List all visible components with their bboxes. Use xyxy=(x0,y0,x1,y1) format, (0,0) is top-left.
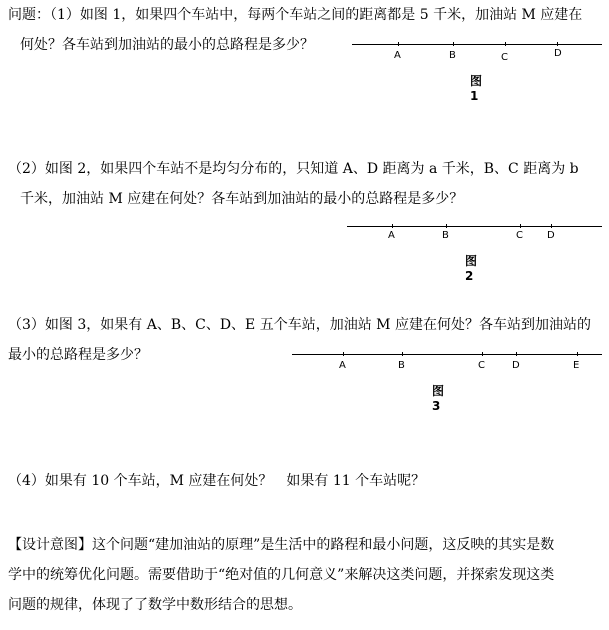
figure-3-line xyxy=(292,354,602,355)
figure-1-label-a: A xyxy=(394,50,401,61)
design-intent-line1: 【设计意图】这个问题“建加油站的原理”是生活中的路程和最小问题，这反映的其实是数 xyxy=(8,537,555,553)
design-intent-line3: 问题的规律，体现了了数学中数形结合的思想。 xyxy=(8,597,302,613)
design-intent-line2: 学中的统筹优化问题。需要借助于“绝对值的几何意义”来解决这类问题，并探索发现这类 xyxy=(8,567,555,583)
figure-3-tick-c xyxy=(482,352,483,356)
figure-1-tick-a xyxy=(398,42,399,46)
figure-3-label-c: C xyxy=(478,360,485,371)
q3-text-line2: 最小的总路程是多少？ xyxy=(8,347,148,363)
figure-1-tick-d xyxy=(557,42,558,46)
figure-3-caption: 图3 xyxy=(432,384,445,413)
figure-3-label-e: E xyxy=(573,360,580,371)
figure-2-caption: 图 2 xyxy=(465,254,478,283)
figure-3-label-a: A xyxy=(339,360,346,371)
figure-1-label-b: B xyxy=(449,50,456,61)
figure-2-tick-b xyxy=(446,224,447,228)
figure-2-label-b: B xyxy=(442,230,449,241)
figure-2-label-a: A xyxy=(388,230,395,241)
q3-text-line1: （3）如图 3，如果有 A、B、C、D、E 五个车站，加油站 M 应建在何处？各车站到加油站的 xyxy=(8,317,591,333)
q2-text-line2: 千米，加油站 M 应建在何处？各车站到加油站的最小的总路程是多少？ xyxy=(20,191,464,207)
figure-1-tick-b xyxy=(453,42,454,46)
figure-2-label-c: C xyxy=(516,230,523,241)
q1-text-line2: 何处？各车站到加油站的最小的总路程是多少？ xyxy=(20,37,314,53)
figure-3-tick-b xyxy=(402,352,403,356)
figure-3-tick-e xyxy=(577,352,578,356)
figure-1-tick-c xyxy=(505,42,506,46)
figure-2-tick-d xyxy=(551,224,552,228)
figure-1-caption: 图 1 xyxy=(470,74,483,103)
figure-2-label-d: D xyxy=(547,230,555,241)
figure-1-label-c: C xyxy=(501,52,508,63)
figure-2-tick-a xyxy=(392,224,393,228)
figure-3-tick-d xyxy=(516,352,517,356)
figure-3-label-d: D xyxy=(512,360,520,371)
figure-1-line xyxy=(352,44,602,45)
figure-2-line xyxy=(347,226,602,227)
figure-3-tick-a xyxy=(343,352,344,356)
q4-text-line1: （4）如果有 10 个车站，M 应建在何处？ 如果有 11 个车站呢？ xyxy=(8,473,426,489)
figure-1-label-d: D xyxy=(554,48,562,59)
q2-text-line1: （2）如图 2，如果四个车站不是均匀分布的，只知道 A、D 距离为 a 千米，B、C 距离为 b xyxy=(8,161,579,177)
q1-text-line1: 问题：（1）如图 1，如果四个车站中，每两个车站之间的距离都是 5 千米，加油站 M 应建在 xyxy=(8,7,583,23)
figure-3-label-b: B xyxy=(398,360,405,371)
figure-2-tick-c xyxy=(520,224,521,228)
